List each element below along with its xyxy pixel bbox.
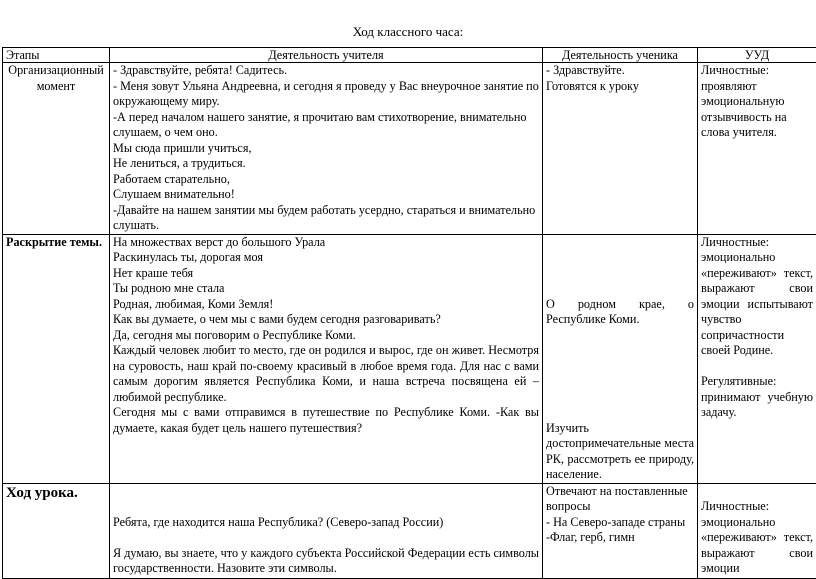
teacher-line: Не лениться, а трудиться. — [113, 156, 539, 172]
teacher-line: - Здравствуйте, ребята! Садитесь. — [113, 63, 539, 79]
student-line: Готовятся к уроку — [546, 79, 694, 95]
student-cell — [543, 63, 698, 235]
stage-cell: Организационный момент — [3, 63, 110, 235]
teacher-cell — [110, 63, 543, 235]
document-title: Ход классного часа: — [0, 24, 816, 40]
student-line: Изучить достопримечательные места РК, рассмотреть ее природу, население. — [546, 421, 694, 483]
lesson-plan-table — [2, 47, 816, 579]
teacher-line: Ребята, где находится наша Республика? (Северо-запад России) — [113, 515, 539, 531]
teacher-line: - Меня зовут Ульяна Андреевна, и сегодня я проведу у Вас внеурочное занятие по окружающему миру. — [113, 79, 539, 110]
stage-cell: Раскрытие темы. — [3, 234, 110, 483]
teacher-line: Как вы думаете, о чем мы с вами будем сегодня разговаривать? — [113, 312, 539, 328]
uud-line: Регулятивные: принимают учебную задачу. — [701, 374, 813, 421]
teacher-line: Слушаем внимательно! — [113, 187, 539, 203]
teacher-line: Каждый человек любит то место, где он родился и вырос, где он живет. Несмотря на суровость, наш край по-своему красивый в любое время года. Для нас с вами самым дорогим является Республика Коми, и наша встреча посвящена ей – любимой республике. — [113, 343, 539, 405]
teacher-cell — [110, 483, 543, 578]
stage-cell: Ход урока. — [3, 483, 110, 578]
student-line: О родном крае, о Республике Коми. — [546, 297, 694, 328]
student-line: Отвечают на поставленные вопросы — [546, 484, 694, 515]
teacher-line: -Давайте на нашем занятии мы будем работать усердно, стараться и внимательно слушать. — [113, 203, 539, 234]
uud-line: Личностные: эмоционально «переживают» текст, выражают свои эмоции — [701, 499, 813, 577]
teacher-line: Мы сюда пришли учиться, — [113, 141, 539, 157]
student-line: - На Северо-западе страны — [546, 515, 694, 531]
student-line: - Здравствуйте. — [546, 63, 694, 79]
uud-cell — [698, 483, 816, 578]
student-cell — [543, 234, 698, 483]
teacher-line: Сегодня мы с вами отправимся в путешествие по Республике Коми. -Как вы думаете, какая будет цель нашего путешествия? — [113, 405, 539, 436]
teacher-line: Раскинулась ты, дорогая моя — [113, 250, 539, 266]
teacher-line: На множествах верст до большого Урала — [113, 235, 539, 251]
teacher-line: Работаем старательно, — [113, 172, 539, 188]
table-row — [3, 63, 816, 235]
uud-cell — [698, 234, 816, 483]
uud-line: Личностные: эмоционально «переживают» текст, выражают свои эмоции испытывают чувство сопричастности своей Родине. — [701, 235, 813, 359]
teacher-line: Я думаю, вы знаете, что у каждого субъекта Российской Федерации есть символы государственности. Назовите эти символы. — [113, 546, 539, 577]
uud-cell: Личностные: проявляют эмоциональную отзывчивость на слова учителя. — [698, 63, 816, 235]
teacher-line: Нет краше тебя — [113, 266, 539, 282]
table-row — [3, 234, 816, 483]
student-cell — [543, 483, 698, 578]
student-line: -Флаг, герб, гимн — [546, 530, 694, 546]
header-student: Деятельность ученика — [543, 48, 698, 63]
teacher-line: Да, сегодня мы поговорим о Республике Коми. — [113, 328, 539, 344]
table-header-row — [3, 48, 816, 63]
teacher-line: -А перед началом нашего занятие, я прочитаю вам стихотворение, внимательно слушаем, о чем оно. — [113, 110, 539, 141]
header-uud: УУД — [698, 48, 816, 63]
table-row — [3, 483, 816, 578]
teacher-line: Ты родною мне стала — [113, 281, 539, 297]
teacher-line: Родная, любимая, Коми Земля! — [113, 297, 539, 313]
header-teacher: Деятельность учителя — [110, 48, 543, 63]
teacher-cell — [110, 234, 543, 483]
header-stages: Этапы — [3, 48, 110, 63]
